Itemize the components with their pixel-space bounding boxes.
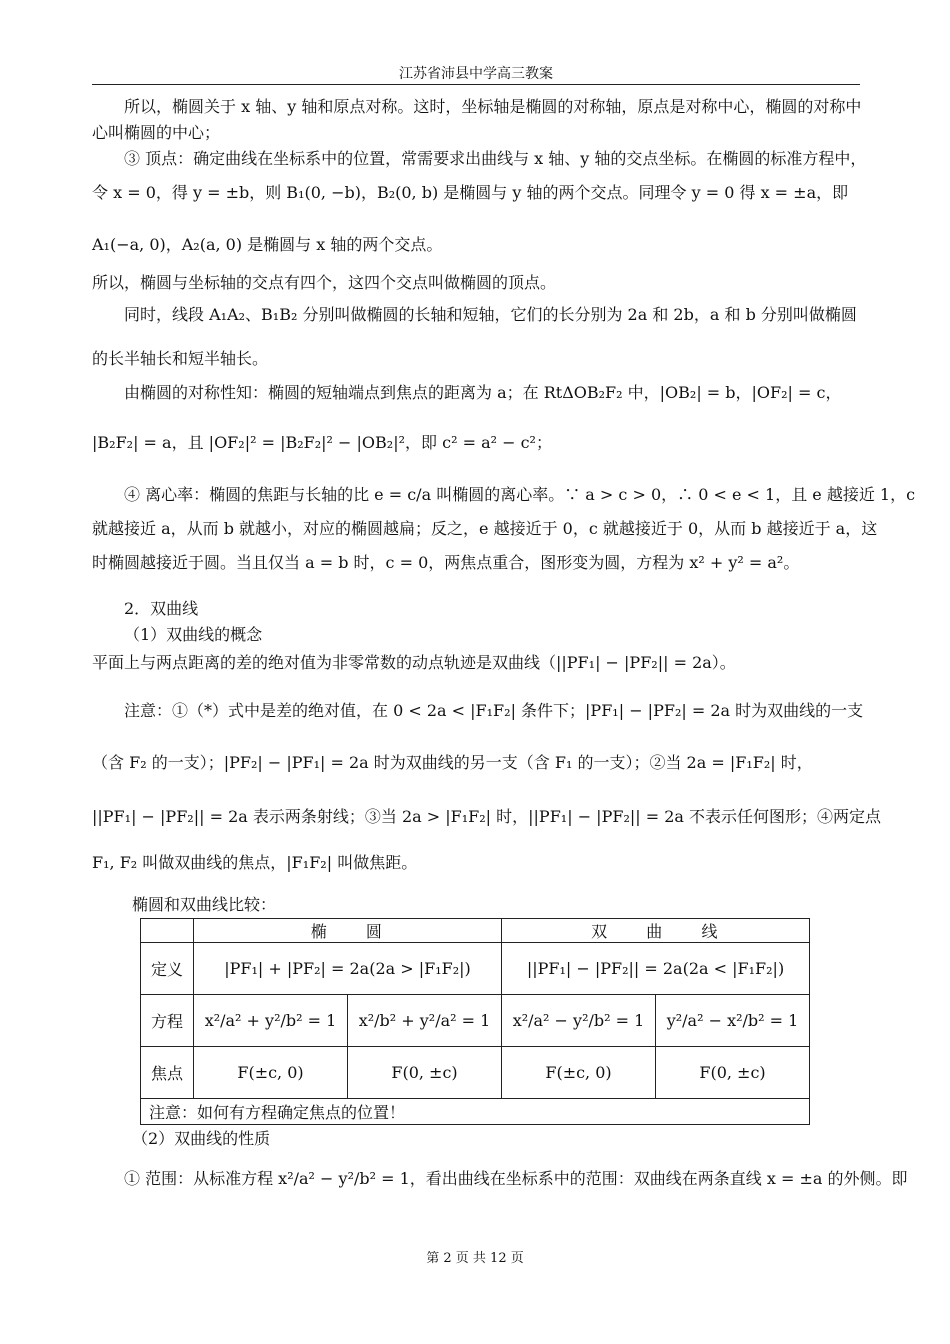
focus-ellipse-y-axis: F(0, ±c) (348, 1047, 502, 1099)
paragraph-line: 令 x = 0，得 y = ±b，则 B₁(0, −b)，B₂(0, b) 是椭圆与 y 轴的两个交点。同理令 y = 0 得 x = ±a，即 (92, 183, 849, 202)
paragraph-line: ④ 离心率：椭圆的焦距与长轴的比 e = c/a 叫椭圆的离心率。∵ a > c > 0，∴ 0 < e < 1，且 e 越接近 1，c (124, 485, 916, 504)
paragraph-line: 同时，线段 A₁A₂、B₁B₂ 分别叫做椭圆的长轴和短轴，它们的长分别为 2a 和 2b，a 和 b 分别叫做椭圆 (124, 305, 857, 324)
header-rule (92, 84, 860, 85)
page-header: 江苏省沛县中学高三教案 (399, 66, 553, 82)
paragraph-line: F₁, F₂ 叫做双曲线的焦点，|F₁F₂| 叫做焦距。 (92, 853, 418, 872)
paragraph-line: 所以，椭圆与坐标轴的交点有四个，这四个交点叫做椭圆的顶点。 (92, 273, 557, 292)
paragraph-line: 平面上与两点距离的差的绝对值为非零常数的动点轨迹是双曲线（||PF₁| − |PF₂|| = 2a）。 (92, 653, 736, 672)
paragraph-line: ① 范围：从标准方程 x²/a² − y²/b² = 1，看出曲线在坐标系中的范围：双曲线在两条直线 x = ±a 的外侧。即 (124, 1169, 908, 1188)
equation-ellipse-x-axis: x²/a² + y²/b² = 1 (194, 995, 348, 1047)
paragraph-line: （含 F₂ 的一支）；|PF₂| − |PF₁| = 2a 时为双曲线的另一支（含 F₁ 的一支）；②当 2a = |F₁F₂| 时， (92, 753, 813, 772)
focus-ellipse-x-axis: F(±c, 0) (194, 1047, 348, 1099)
table-header-hyperbola: 双 曲 线 (502, 919, 810, 943)
focus-hyperbola-y-axis: F(0, ±c) (656, 1047, 810, 1099)
paragraph-line: ||PF₁| − |PF₂|| = 2a 表示两条射线；③当 2a > |F₁F₂| 时，||PF₁| − |PF₂|| = 2a 不表示任何图形；④两定点 (92, 807, 882, 826)
row-label-definition: 定义 (141, 943, 194, 995)
row-label-focus: 焦点 (141, 1047, 194, 1099)
equation-hyperbola-x-axis: x²/a² − y²/b² = 1 (502, 995, 656, 1047)
table-row-note (141, 1099, 810, 1125)
table-corner-cell (141, 919, 194, 943)
equation-ellipse-y-axis: x²/b² + y²/a² = 1 (348, 995, 502, 1047)
table-note: 注意：如何有方程确定焦点的位置！ (141, 1099, 810, 1125)
table-row-equation (141, 995, 810, 1047)
paragraph-line: 心叫椭圆的中心； (92, 123, 221, 142)
paragraph-line: 由椭圆的对称性知：椭圆的短轴端点到焦点的距离为 a；在 RtΔOB₂F₂ 中，|OB₂| = b，|OF₂| = c， (124, 383, 842, 402)
paragraph-line: |B₂F₂| = a，且 |OF₂|² = |B₂F₂|² − |OB₂|²，即 c² = a² − c²； (92, 433, 552, 452)
row-label-equation: 方程 (141, 995, 194, 1047)
table-row-definition (141, 943, 810, 995)
table-header-ellipse: 椭 圆 (194, 919, 502, 943)
paragraph-line: 所以，椭圆关于 x 轴、y 轴和原点对称。这时，坐标轴是椭圆的对称轴，原点是对称中心，椭圆的对称中 (124, 97, 862, 116)
focus-hyperbola-x-axis: F(±c, 0) (502, 1047, 656, 1099)
page-footer: 第 2 页 共 12 页 (426, 1251, 524, 1266)
paragraph-line: 注意：①（*）式中是差的绝对值，在 0 < 2a < |F₁F₂| 条件下；|PF₁| − |PF₂| = 2a 时为双曲线的一支 (124, 701, 864, 720)
comparison-table (140, 918, 810, 1125)
paragraph-line: ③ 顶点：确定曲线在坐标系中的位置，常需要求出曲线与 x 轴、y 轴的交点坐标。在椭圆的标准方程中， (124, 149, 867, 168)
paragraph-line: 就越接近 a，从而 b 就越小，对应的椭圆越扁；反之，e 越接近于 0，c 就越接近于 0，从而 b 越接近于 a，这 (92, 519, 878, 538)
paragraph-line: A₁(−a, 0)，A₂(a, 0) 是椭圆与 x 轴的两个交点。 (92, 235, 443, 254)
section-heading: 2．双曲线 (124, 599, 199, 618)
definition-hyperbola: ||PF₁| − |PF₂|| = 2a(2a < |F₁F₂|) (502, 943, 810, 995)
subsection-heading: （2）双曲线的性质 (132, 1129, 271, 1148)
definition-ellipse: |PF₁| + |PF₂| = 2a(2a > |F₁F₂|) (194, 943, 502, 995)
paragraph-line: 时椭圆越接近于圆。当且仅当 a = b 时，c = 0，两焦点重合，图形变为圆，方程为 x² + y² = a²。 (92, 553, 800, 572)
table-row-focus (141, 1047, 810, 1099)
table-header-row (141, 919, 810, 943)
table-caption: 椭圆和双曲线比较： (132, 895, 277, 914)
paragraph-line: 的长半轴长和短半轴长。 (92, 349, 269, 368)
subsection-heading: （1）双曲线的概念 (124, 625, 263, 644)
equation-hyperbola-y-axis: y²/a² − x²/b² = 1 (656, 995, 810, 1047)
